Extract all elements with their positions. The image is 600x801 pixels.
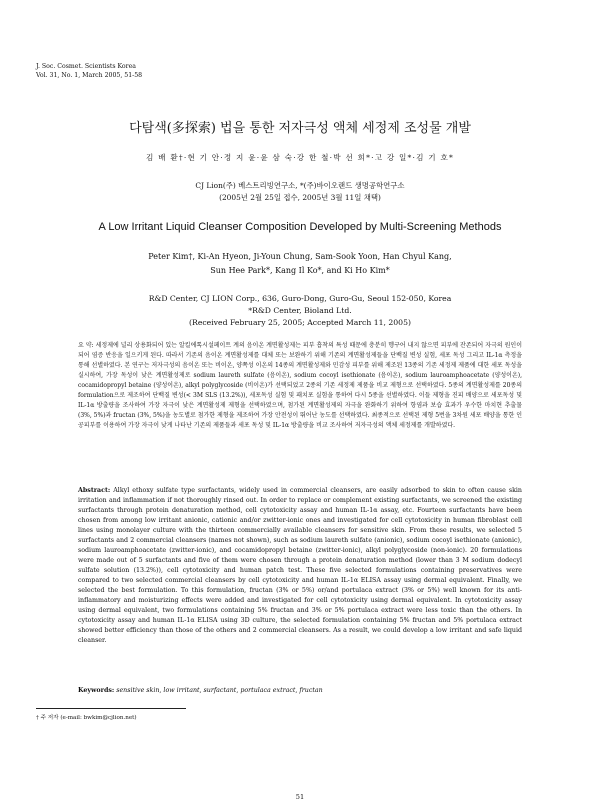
keywords-label: Keywords: bbox=[78, 687, 115, 694]
title-korean: 다탐색(多探索) 법을 통한 저자극성 액체 세정제 조성물 개발 bbox=[129, 121, 471, 136]
footnote: † 주 저자 (e-mail: bwkim@cjlion.net) bbox=[36, 715, 137, 721]
abstract-label: Abstract: bbox=[78, 487, 111, 494]
page-number: 51 bbox=[295, 793, 305, 801]
authors-english bbox=[60, 250, 540, 278]
authors-english-line1: Peter Kim†, Ki-An Hyeon, Ji-Youn Chung, Sam-Sook Yoon, Han Chyul Kang, bbox=[148, 252, 452, 261]
received-date-korean: (2005년 2월 25일 접수, 2005년 3월 11일 채택) bbox=[219, 193, 381, 202]
authors-english-line2: Sun Hee Park*, Kang Il Ko*, and Ki Ho Kim* bbox=[210, 266, 390, 275]
abstract-korean: 요 약: 세정제에 널리 상용화되어 있는 알킬에톡시설페이트 계의 음이온 계면활성제는 피부 흡착의 특성 때문에 충분히 헹구어 내지 않으면 피부에 잔존되어 자극의 원인이 되어 염증 반응을 일으키게 된다. 따라서 기존의 음이온 계면활성제를 대체 또는 보완하기 위해 기존의 계면활성제들을 단백질 변성 실험, 세포 독성 그리고 IL-1α 측정을 통해 선별하였다. 본 연구는 저자극성의 음이온 또는 비이온, 양쪽성 이온의 14종의 계면활성제와 민감성 피부를 위해 제조된 13종의 기존 세정제 제품에 대한 세포 독성을 실시하여, 가장 독성이 낮은 계면활성제로 sodium laureth sulfate (음이온), sodium cocoyl isethionate (음이온), sodium lauroamphoacetate (양성이온), cocamidopropyl betaine (양성이온), alkyl polyglycoside (비이온)가 선택되었고 2종의 기존 세정제 제품을 비교 제형으로 선택하였다. 5종의 계면활성제를 20종의 formulation으로 제조하여 단백질 변성(< 3M SLS (13.2%)), 세포독성 실험 및 패치포 실험을 통하여 다시 5종을 선별하였다. 이들 제형을 진피 배양으로 세포독성 및 IL-1α 방출량을 조사하여 가장 자극이 낮은 계면활성제 제형을 선택하였으며, 첨가된 계면활성제의 자극을 완화하기 위하여 항염과 보습 효과가 우수한 마치현 추출물(3%, 5%)과 fructan (3%, 5%)을 농도별로 첨가한 제형을 제조하여 가장 안전성이 뛰어난 농도를 선택하였다. 최종적으로 선택된 제형 5번을 3차원 세포 배양을 통한 인공피부를 이용하여 가장 자극이 낮게 나타난 기존의 제품들과 세포 독성 및 IL-1α 방출량을 비교 조사하여 저자극성의 액체 세정제를 개발하였다. bbox=[78, 342, 522, 429]
affiliation-english-line2: *R&D Center, Bioland Ltd. bbox=[248, 306, 352, 315]
received-date-english: (Received February 25, 2005; Accepted March 11, 2005) bbox=[189, 318, 411, 327]
abstract-english bbox=[78, 486, 522, 646]
journal-name: J. Soc. Cosmet. Scientists Korea bbox=[36, 63, 136, 70]
footnote-divider bbox=[36, 708, 186, 709]
affiliation-english-line1: R&D Center, CJ LION Corp., 636, Guro-Dong, Guro-Gu, Seoul 152-050, Korea bbox=[148, 294, 452, 303]
journal-citation bbox=[36, 62, 142, 80]
affiliation-english bbox=[60, 293, 540, 329]
title-english: A Low Irritant Liquid Cleanser Composition Developed by Multi-Screening Methods bbox=[98, 221, 502, 233]
keywords-text: sensitive skin, low irritant, surfactant, portulaca extract, fructan bbox=[114, 687, 323, 694]
abstract-text: Alkyl ethoxy sulfate type surfactants, widely used in commercial cleansers, are easily adsorbed to skin to often cause skin irritation and inflammation if not thoroughly rinsed out. In order to replace or complement existing surfactants, we screened the existing surfactants through protein denaturation method, cell cytotoxicity assay and human IL-1α assay, etc. Fourteen surfactants have been chosen from among low irritant anionic, cationic and/or zwitter-ionic ones and investigated for cell cytotoxicity in human fibroblast cell lines using monolayer culture with the thirteen commercially available cleansers for sensitive skin. From these results, we selected 5 surfactants and 2 commercial cleansers (names not shown), such as sodium laureth sulfate (anionic), sodium cocoyl isethionate (anionic), sodium lauroamphoacetate (zwitter-ionic), and cocamidopropyl betaine (zwitter-ionic), alkyl polyglycoside (non-ionic). 20 formulations were made out of 5 surfactants and five of them were chosen through a protein denaturation method (lower than 3 M sodium dodecyl sulfate solution (13.2%)), cell cytotoxicity and human patch test. These five selected formulations containing preservatives were compared to two selected commercial cleansers by cell cytotoxicity and human IL-1α ELISA assay using dermal equivalent. Finally, we selected the best formulation. To this formulation, fructan (3% or 5%) or/and portulaca extract (3% or 5%) well known for its anti-inflammatory and moisturizing effects were added and investigated for cell cytotoxicity using dermal equivalent. In cytotoxicity assay using dermal equivalent, two formulations containing 5% fructan and 3% or 5% portulaca extract were less toxic than the others. In cytotoxicity assay and human IL-1α ELISA using 3D culture, the selected formulation containing 5% fructan and 5% portulaca extract showed better efficiency than those of the others and 2 commercial cleansers. As a result, we could develop a low irritant and safe liquid cleanser. bbox=[78, 487, 522, 644]
keywords bbox=[78, 686, 522, 696]
affiliation-korean-line1: CJ Lion(주) 베스트리빙연구소, *(주)바이오랜드 생명공학연구소 bbox=[195, 181, 405, 190]
affiliation-korean bbox=[0, 180, 600, 204]
authors-korean: 김 배 환†·현 기 안·정 지 윤·윤 삼 숙·강 한 철·박 선 희*·고 강 일*·김 기 호* bbox=[146, 153, 454, 162]
journal-volume: Vol. 31, No. 1, March 2005, 51-58 bbox=[36, 72, 143, 79]
